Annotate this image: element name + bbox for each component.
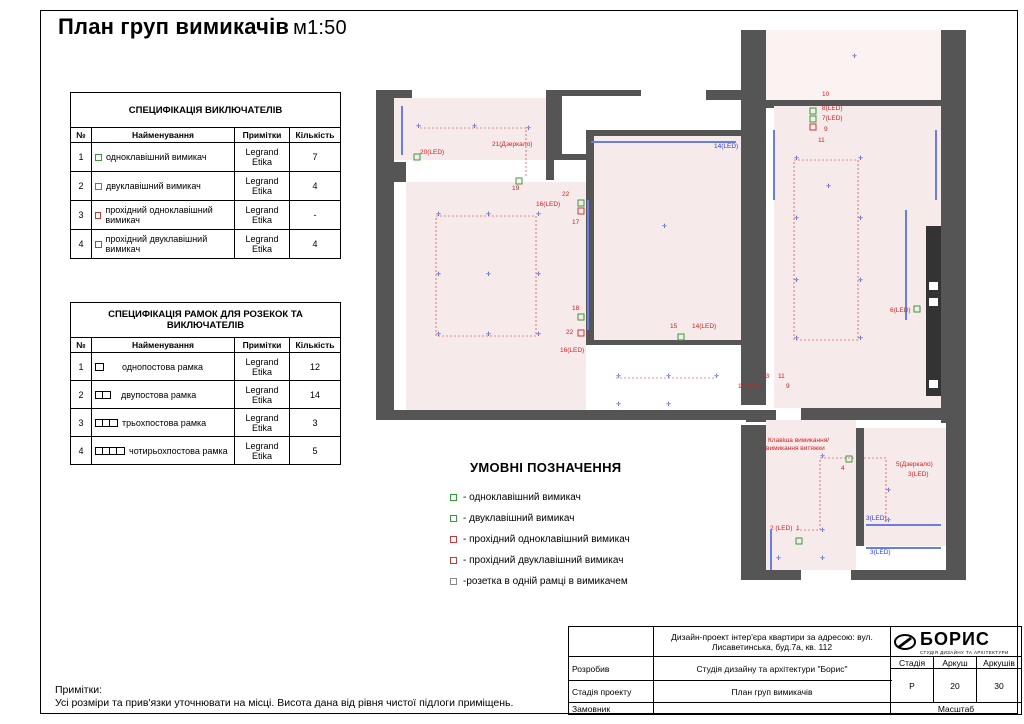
svg-text:✛: ✛ <box>852 54 858 60</box>
col-header: Найменування <box>92 128 235 143</box>
svg-text:✛: ✛ <box>436 212 442 218</box>
svg-text:✛: ✛ <box>486 332 492 338</box>
svg-text:✛: ✛ <box>858 216 864 222</box>
svg-text:6(LED): 6(LED) <box>890 307 911 314</box>
switch-spec-title: СПЕЦИФІКАЦІЯ ВИКЛЮЧАТЕЛІВ <box>71 93 341 128</box>
page-title: План груп вимикачів м1:50 <box>58 14 347 39</box>
svg-text:4: 4 <box>841 465 845 472</box>
col-header: № <box>71 338 92 353</box>
svg-text:✛: ✛ <box>794 216 800 222</box>
svg-text:5(Дзеркало): 5(Дзеркало) <box>896 461 933 468</box>
legend <box>450 460 630 592</box>
three-post-frame-icon <box>95 419 118 427</box>
col-header: Примітки <box>235 128 290 143</box>
svg-text:✛: ✛ <box>666 402 672 408</box>
svg-text:17: 17 <box>572 219 580 226</box>
svg-text:✛: ✛ <box>436 272 442 278</box>
svg-text:✛: ✛ <box>776 556 782 562</box>
svg-text:✛: ✛ <box>794 336 800 342</box>
company-logo: БОРИС СТУДІЯ ДИЗАЙНУ ТА АРХІТЕКТУРИ <box>894 629 1018 655</box>
svg-text:2 (LED): 2 (LED) <box>770 525 793 532</box>
frame-spec-table <box>70 302 341 465</box>
svg-text:12 (бра): 12 (бра) <box>738 383 763 390</box>
svg-text:22: 22 <box>566 329 574 336</box>
svg-text:16(LED): 16(LED) <box>560 347 585 354</box>
svg-text:✛: ✛ <box>666 374 672 380</box>
svg-text:21(Дзеркало): 21(Дзеркало) <box>492 141 533 148</box>
double-switch-icon <box>95 183 102 190</box>
svg-text:✛: ✛ <box>486 212 492 218</box>
frame-spec-title: СПЕЦИФІКАЦІЯ РАМОК ДЛЯ РОЗЕКОК ТА ВИКЛЮЧАТЕЛІВ <box>71 303 341 338</box>
svg-text:16(LED): 16(LED) <box>536 201 561 208</box>
svg-text:✛: ✛ <box>616 402 622 408</box>
legend-item: - двуклавішний вимикач <box>450 508 630 529</box>
svg-text:3(LED): 3(LED) <box>908 471 929 478</box>
table-row: 1 одноклавішний вимикач Legrand Etika 7 <box>71 143 341 172</box>
svg-text:3(LED): 3(LED) <box>870 549 891 556</box>
svg-text:✛: ✛ <box>858 336 864 342</box>
title-block: Дизайн-проект інтер'єра квартири за адресою: вул. Лисаветинська, буд.7а, кв. 112 БОРИС СТУДІЯ ДИЗАЙНУ ТА АРХІТЕКТУРИ Розробив Студія дизайну та архітектури "Борис" Стадія Аркуш Аркушів Р 20 30 Стадія проекту План груп вимикачів Замовник Масштаб <box>568 626 1022 715</box>
svg-text:✛: ✛ <box>886 488 892 494</box>
svg-text:14(LED): 14(LED) <box>692 323 717 330</box>
col-header: Найменування <box>92 338 235 353</box>
pass-single-switch-icon <box>450 536 457 543</box>
pass-single-switch-icon <box>95 212 101 219</box>
svg-text:8(LED): 8(LED) <box>822 105 843 112</box>
svg-text:7(LED): 7(LED) <box>822 115 843 122</box>
table-row: 4 чотирьохпостова рамка Legrand Etika 5 <box>71 437 341 465</box>
single-switch-icon <box>450 494 457 501</box>
svg-text:10: 10 <box>822 91 830 98</box>
svg-text:✛: ✛ <box>536 272 542 278</box>
legend-item: - одноклавішний вимикач <box>450 487 630 508</box>
col-header: Примітки <box>235 338 290 353</box>
two-post-frame-icon <box>95 391 111 399</box>
switch-spec-table <box>70 92 341 259</box>
svg-text:вимикання витяжки: вимикання витяжки <box>766 445 825 452</box>
svg-text:18: 18 <box>572 305 580 312</box>
svg-text:9: 9 <box>786 383 790 390</box>
table-row: 3 трьохпостова рамка Legrand Etika 3 <box>71 409 341 437</box>
col-header: Кількість <box>290 338 341 353</box>
kitchen-units <box>926 226 941 396</box>
table-row: 3 прохідний одноклавішний вимикач Legrand Etika - <box>71 201 341 230</box>
project-address: Дизайн-проект інтер'єра квартири за адресою: вул. Лисаветинська, буд.7а, кв. 112 <box>654 627 891 657</box>
svg-text:✛: ✛ <box>820 556 826 562</box>
svg-text:✛: ✛ <box>536 332 542 338</box>
svg-text:11: 11 <box>818 137 825 144</box>
svg-text:✛: ✛ <box>536 212 542 218</box>
socket-frame-icon <box>450 578 457 585</box>
legend-title: УМОВНІ ПОЗНАЧЕННЯ <box>470 460 622 475</box>
notes-text: Усі розміри та прив'язки уточнювати на місці. Висота дана від рівня чистої підлоги приміщень. <box>55 697 514 709</box>
svg-text:✛: ✛ <box>858 156 864 162</box>
table-row: 1 однопостова рамка Legrand Etika 12 <box>71 353 341 381</box>
pass-double-switch-icon <box>450 557 457 564</box>
single-switch-icon <box>95 154 102 161</box>
table-row: 4 прохідний двуклавішний вимикач Legrand Etika 4 <box>71 230 341 259</box>
svg-text:22: 22 <box>562 191 570 198</box>
svg-text:3(LED): 3(LED) <box>866 515 887 522</box>
four-post-frame-icon <box>95 447 125 455</box>
svg-text:✛: ✛ <box>616 374 622 380</box>
svg-text:✛: ✛ <box>416 124 422 130</box>
table-row: 2 двуклавішний вимикач Legrand Etika 4 <box>71 172 341 201</box>
svg-text:✛: ✛ <box>826 184 832 190</box>
svg-text:✛: ✛ <box>436 332 442 338</box>
svg-text:15: 15 <box>670 323 678 330</box>
svg-text:Клавіша вимикання/: Клавіша вимикання/ <box>768 437 830 444</box>
svg-text:✛: ✛ <box>472 124 478 130</box>
pass-double-switch-icon <box>95 241 102 248</box>
notes <box>55 684 513 710</box>
svg-text:✛: ✛ <box>794 278 800 284</box>
notes-label: Примітки: <box>55 684 102 696</box>
legend-item: - прохідний двуклавішний вимикач <box>450 550 630 571</box>
legend-item: -розетка в одній рамці в вимикачем <box>450 571 630 592</box>
svg-text:11: 11 <box>778 373 785 380</box>
logo-icon <box>894 634 916 650</box>
svg-text:13: 13 <box>762 373 770 380</box>
svg-text:✛: ✛ <box>820 454 826 460</box>
svg-text:14(LED): 14(LED) <box>714 143 739 150</box>
svg-text:✛: ✛ <box>858 278 864 284</box>
col-header: № <box>71 128 92 143</box>
double-switch-icon <box>450 515 457 522</box>
svg-text:✛: ✛ <box>820 528 826 534</box>
svg-text:19: 19 <box>512 185 520 192</box>
svg-text:9: 9 <box>824 126 828 133</box>
svg-text:✛: ✛ <box>486 272 492 278</box>
svg-text:1: 1 <box>796 525 800 532</box>
col-header: Кількість <box>290 128 341 143</box>
svg-text:✛: ✛ <box>526 126 532 132</box>
svg-text:✛: ✛ <box>662 224 668 230</box>
svg-text:20(LED): 20(LED) <box>420 149 445 156</box>
one-post-frame-icon <box>95 363 104 371</box>
legend-item: - прохідний одноклавішний вимикач <box>450 529 630 550</box>
svg-text:✛: ✛ <box>794 156 800 162</box>
table-row: 2 двупостова рамка Legrand Etika 14 <box>71 381 341 409</box>
svg-text:✛: ✛ <box>714 374 720 380</box>
svg-text:✛: ✛ <box>886 518 892 524</box>
scale-label: м1:50 <box>293 17 347 39</box>
